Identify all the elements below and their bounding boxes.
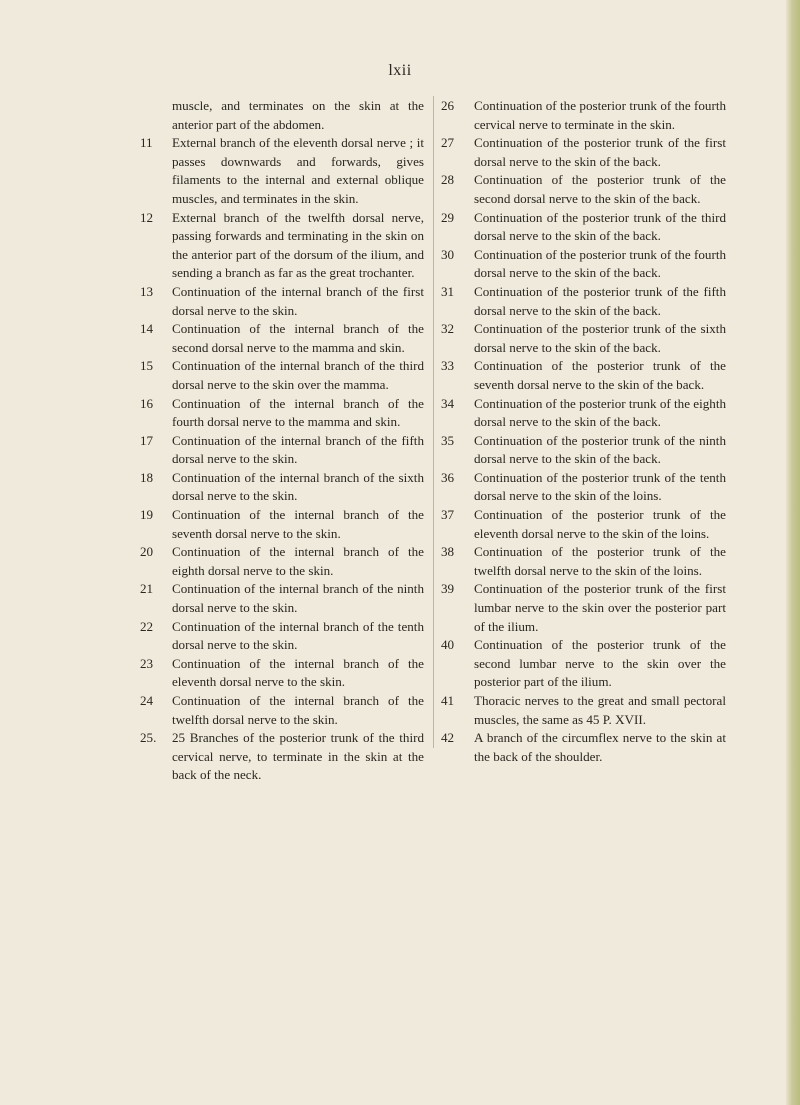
- entry-number: 41: [441, 693, 455, 708]
- legend-entry: [140, 209, 424, 283]
- left-entries: [140, 134, 424, 785]
- entry-text: Continuation of the posterior trunk of the second lumbar nerve to the skin over the posterior part of the ilium.: [474, 637, 726, 690]
- right-column: [441, 97, 726, 766]
- entry-number: 26: [441, 98, 455, 113]
- entry-text: Continuation of the posterior trunk of the first lumbar nerve to the skin over the posterior part of the ilium.: [474, 581, 726, 634]
- legend-entry: [441, 432, 726, 469]
- legend-entry: [140, 432, 424, 469]
- entry-number: 13: [140, 283, 154, 299]
- entry-number: 17: [140, 432, 154, 448]
- legend-entry: [140, 134, 424, 208]
- legend-entry: [140, 655, 424, 692]
- entry-text: Continuation of the posterior trunk of the tenth dorsal nerve to the skin of the loins.: [474, 469, 726, 504]
- legend-entry: [441, 134, 726, 171]
- entry-number: 34: [441, 395, 455, 411]
- column-divider: [433, 96, 434, 748]
- legend-entry: [441, 395, 726, 432]
- entry-number: 42: [441, 730, 455, 746]
- legend-entry: [441, 506, 726, 543]
- entry-text: Continuation of the internal branch of the third dorsal nerve to the skin over the mamma.: [172, 358, 424, 392]
- entry-text: Continuation of the posterior trunk of the fourth cervical nerve to terminate in the skin.: [474, 98, 726, 132]
- entry-text: Continuation of the internal branch of the fifth dorsal nerve to the skin.: [172, 432, 424, 467]
- continuation-text: muscle, and terminates on the skin at the anterior part of the abdomen.: [172, 98, 424, 132]
- entry-text: Continuation of the internal branch of the twelfth dorsal nerve to the skin.: [172, 693, 424, 727]
- entry-number: 35: [441, 432, 455, 448]
- right-entries: [441, 97, 726, 766]
- legend-entry: [140, 283, 424, 320]
- legend-entry: [140, 580, 424, 617]
- legend-entry: [441, 729, 726, 766]
- entry-number: 25.: [140, 730, 157, 746]
- entry-number: 24: [140, 693, 154, 708]
- legend-entry: [140, 692, 424, 729]
- legend-entry: [140, 729, 424, 785]
- entry-number: 30: [441, 246, 455, 262]
- entry-text: Continuation of the internal branch of the ninth dorsal nerve to the skin.: [172, 581, 424, 616]
- entry-number: 28: [441, 172, 455, 188]
- entry-text: Continuation of the posterior trunk of the eleventh dorsal nerve to the skin of the loins.: [474, 507, 726, 541]
- entry-text: Continuation of the internal branch of the sixth dorsal nerve to the skin.: [172, 469, 424, 504]
- entry-number: 33: [441, 358, 455, 374]
- entry-number: 16: [140, 395, 154, 411]
- legend-entry: [441, 209, 726, 246]
- legend-entry: [441, 580, 726, 636]
- entry-text: Continuation of the internal branch of the first dorsal nerve to the skin.: [172, 283, 424, 318]
- legend-entry: [441, 97, 726, 134]
- entry-number: 21: [140, 581, 154, 597]
- entry-number: 27: [441, 135, 455, 151]
- legend-entry: [140, 320, 424, 357]
- legend-entry: [140, 469, 424, 506]
- entry-number: 31: [441, 283, 455, 299]
- entry-number: 22: [140, 618, 154, 634]
- entry-text: Continuation of the internal branch of the fourth dorsal nerve to the mamma and skin.: [172, 395, 424, 430]
- legend-entry: [441, 469, 726, 506]
- legend-entry: [441, 692, 726, 729]
- legend-entry: [441, 357, 726, 394]
- entry-number: 12: [140, 209, 154, 225]
- entry-text: Thoracic nerves to the great and small pectoral muscles, the same as 45 P. XVII.: [474, 693, 726, 727]
- entry-number: 23: [140, 655, 154, 671]
- entry-number: 11: [140, 135, 153, 151]
- entry-text: Continuation of the internal branch of the tenth dorsal nerve to the skin.: [172, 618, 424, 653]
- entry-number: 36: [441, 469, 455, 485]
- entry-text: Continuation of the posterior trunk of the ninth dorsal nerve to the skin of the back.: [474, 432, 726, 467]
- entry-text: Continuation of the posterior trunk of the second dorsal nerve to the skin of the back.: [474, 172, 726, 206]
- entry-text: Continuation of the posterior trunk of the twelfth dorsal nerve to the skin of the loins.: [474, 544, 726, 578]
- left-column: [140, 97, 424, 785]
- legend-entry: [441, 320, 726, 357]
- entry-text: Continuation of the posterior trunk of the first dorsal nerve to the skin of the back.: [474, 135, 726, 169]
- entry-text: A branch of the circumflex nerve to the skin at the back of the shoulder.: [474, 730, 726, 764]
- legend-entry: [441, 171, 726, 208]
- page-edge: [786, 0, 800, 1105]
- entry-text: External branch of the eleventh dorsal nerve ; it passes downwards and forwards, gives filaments to the internal and external oblique muscles, and terminates in the skin.: [172, 135, 424, 206]
- legend-entry: [441, 283, 726, 320]
- entry-text: Continuation of the posterior trunk of the third dorsal nerve to the skin of the back.: [474, 209, 726, 244]
- legend-entry: [140, 506, 424, 543]
- entry-text: Continuation of the posterior trunk of the eighth dorsal nerve to the skin of the back.: [474, 395, 727, 430]
- entry-number: 15: [140, 358, 154, 374]
- entry-text: Continuation of the internal branch of the eleventh dorsal nerve to the skin.: [172, 655, 424, 690]
- entry-text: Continuation of the internal branch of the eighth dorsal nerve to the skin.: [172, 544, 424, 578]
- entry-number: 19: [140, 507, 154, 523]
- entry-text: Continuation of the internal branch of the second dorsal nerve to the mamma and skin.: [172, 321, 424, 355]
- legend-entry: [441, 246, 726, 283]
- entry-number: 38: [441, 544, 455, 560]
- entry-text: Continuation of the posterior trunk of the sixth dorsal nerve to the skin of the back.: [474, 321, 726, 355]
- legend-entry: [140, 618, 424, 655]
- page-number: lxii: [388, 62, 412, 79]
- entry-text: Continuation of the posterior trunk of the fifth dorsal nerve to the skin of the back.: [474, 283, 726, 318]
- entry-number: 39: [441, 581, 455, 597]
- entry-number: 20: [140, 544, 154, 560]
- entry-number: 14: [140, 321, 154, 337]
- entry-text: Continuation of the internal branch of the seventh dorsal nerve to the skin.: [172, 507, 424, 541]
- entry-text: Continuation of the posterior trunk of the seventh dorsal nerve to the skin of the back.: [474, 358, 726, 392]
- entry-text: External branch of the twelfth dorsal nerve, passing forwards and terminating in the skin on the anterior part of the dorsum of the ilium, and sending a branch as far as the great trochanter.: [172, 209, 424, 281]
- entry-text: Continuation of the posterior trunk of the fourth dorsal nerve to the skin of the back.: [474, 246, 726, 281]
- entry-number: 18: [140, 469, 154, 485]
- entry-number: 32: [441, 321, 455, 337]
- legend-entry: [140, 357, 424, 394]
- entry-number: 37: [441, 507, 455, 523]
- entry-number: 40: [441, 637, 455, 653]
- legend-entry: [140, 395, 424, 432]
- legend-entry: [441, 636, 726, 692]
- legend-entry: [140, 543, 424, 580]
- legend-entry: [441, 543, 726, 580]
- entry-text: 25 Branches of the posterior trunk of the third cervical nerve, to terminate in the skin at the back of the neck.: [172, 730, 424, 783]
- entry-number: 29: [441, 209, 455, 225]
